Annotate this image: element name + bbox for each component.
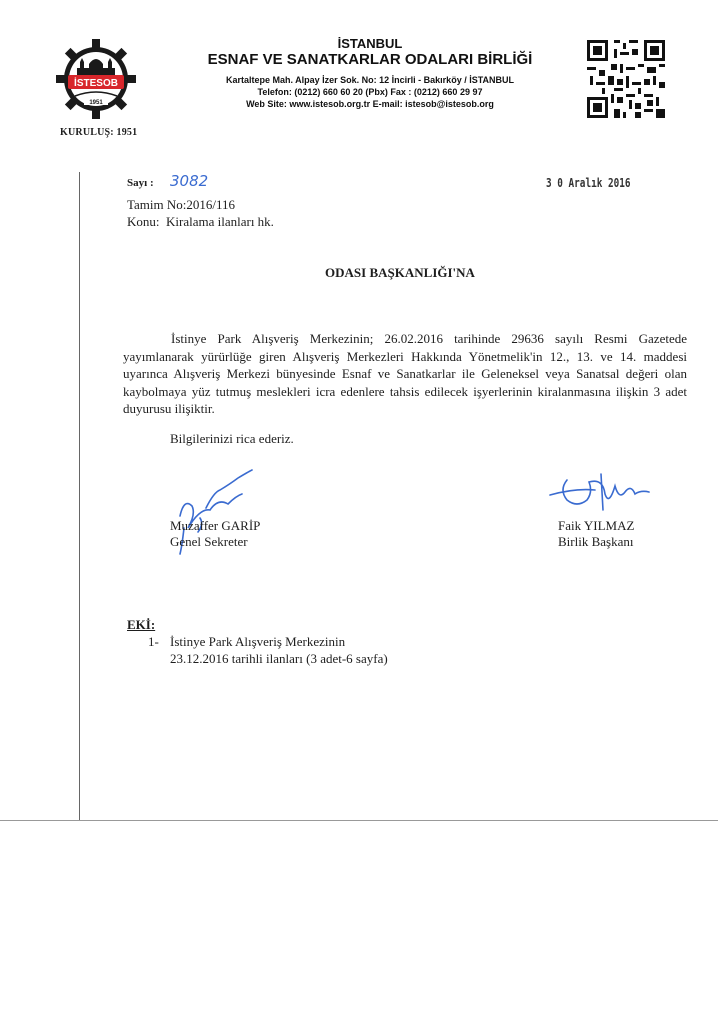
right-signature [545, 470, 655, 515]
letterhead-phone: Telefon: (0212) 660 60 20 (Pbx) Fax : (0212) 660 29 97 [257, 87, 483, 97]
founded-label: KURULUŞ: 1951 [60, 127, 138, 138]
closing-line: Bilgilerinizi rica ederiz. [170, 431, 294, 446]
logo-year: 1951 [89, 100, 103, 106]
attachment-line-2: 23.12.2016 tarihli ilanları (3 adet-6 sayfa) [170, 651, 388, 666]
sayi-label: Sayı : [127, 177, 154, 189]
logo-text: İSTESOB [74, 78, 118, 89]
sayi-value: 3082 [170, 172, 209, 190]
istesob-logo [55, 38, 137, 120]
qr-code [587, 40, 665, 118]
tamim-number: Tamim No:2016/116 [127, 197, 236, 212]
letterhead-web: Web Site: www.istesob.org.tr E-mail: istesob@istesob.org [246, 99, 494, 109]
margin-line [79, 172, 80, 820]
attachment-number: 1- [148, 634, 159, 649]
recipient-heading: ODASI BAŞKANLIĞI'NA [325, 265, 475, 280]
left-signer-title: Genel Sekreter [170, 534, 248, 549]
letterhead-org-name: ESNAF VE SANATKARLAR ODALARI BİRLİĞİ [207, 51, 533, 68]
right-signer-title: Birlik Başkanı [558, 534, 634, 549]
sayi-label-text: Sayı [127, 177, 148, 189]
left-signer-name: Muzaffer GARİP [170, 518, 261, 533]
attachment-line-1: İstinye Park Alışveriş Merkezinin [170, 634, 346, 649]
date-stamp: 3 0 Aralık 2016 [546, 176, 631, 190]
bottom-rule [0, 820, 718, 821]
letterhead-address: Kartaltepe Mah. Alpay İzer Sok. No: 12 İncirli - Bakırköy / İSTANBUL [225, 75, 515, 85]
subject-line: Konu: Kiralama ilanları hk. [127, 214, 274, 229]
right-signer-name: Faik YILMAZ [558, 518, 635, 533]
body-paragraph: İstinye Park Alışveriş Merkezinin; 26.02.2016 tarihinde 29636 sayılı Resmi Gazetede yayımlanarak yürürlüğe giren Alışveriş Merkezleri Hakkında Yönetmelik'in 12., 13. ve 14. maddesi uyarınca Alışveriş Merkezi bünyesinde Esnaf ve Sanatkarlar ile Geleneksel veya Sanatsal değeri olan kaybolmaya yüz tutmuş meslekleri icra edenlere tahsis edilecek işyerlerinin kiralanmasına ilişkin 3 adet duyurusu ilişiktir. [123, 331, 687, 416]
letterhead-city: İSTANBUL [337, 36, 403, 51]
attachments-label: EKİ: [127, 617, 156, 632]
